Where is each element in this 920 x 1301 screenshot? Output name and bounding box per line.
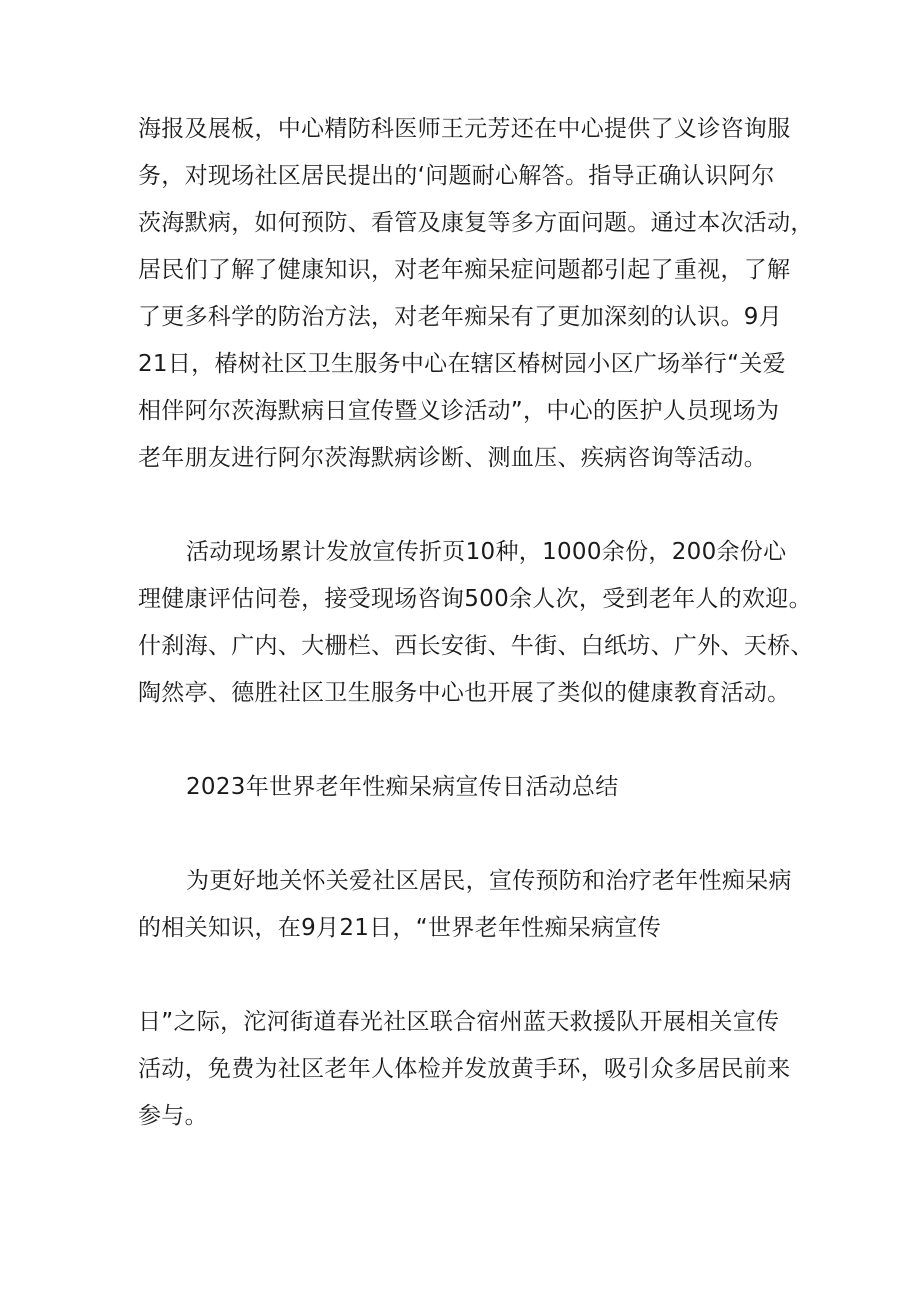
paragraph-1-line-6: 21日，椿树社区卫生服务中心在辖区椿树园小区广场举行“关爱 (138, 351, 786, 377)
paragraph-2-line-4: 陶然亭、德胜社区卫生服务中心也开展了类似的健康教育活动。 (138, 680, 791, 706)
paragraph-1-line-3: 茨海默病，如何预防、看管及康复等多方面问题。通过本次活动， (138, 210, 814, 236)
paragraph-4-line-3: 参与。 (138, 1103, 208, 1129)
paragraph-1-line-5: 了更多科学的防治方法，对老年痴呆有了更加深刻的认识。9月 (138, 304, 783, 330)
paragraph-4-line-1: 日”之际，沱河街道春光社区联合宿州蓝天救援队开展相关宣传 (138, 1009, 780, 1035)
paragraph-1-line-1: 海报及展板，中心精防科医师王元芳还在中心提供了义诊咨询服 (138, 116, 791, 142)
paragraph-1-line-4: 居民们了解了健康知识，对老年痴呆症问题都引起了重视，了解 (138, 257, 791, 283)
paragraph-1-line-7: 相伴阿尔茨海默病日宣传暨义诊活动”，中心的医护人员现场为 (138, 398, 780, 424)
paragraph-1-line-8: 老年朋友进行阿尔茨海默病诊断、测血压、疾病咨询等活动。 (138, 445, 768, 471)
paragraph-2-line-3: 什刹海、广内、大栅栏、西长安街、牛街、白纸坊、广外、天桥、 (138, 633, 814, 659)
paragraph-2-line-1: 活动现场累计发放宣传折页10种，1000余份，200余份心 (186, 539, 787, 565)
paragraph-3-line-2: 的相关知识，在9月21日，“世界老年性痴呆病宣传 (138, 915, 662, 941)
paragraph-1-line-2: 务，对现场社区居民提出的‘问题耐心解答。指导正确认识阿尔 (138, 163, 775, 189)
paragraph-4-line-2: 活动，免费为社区老年人体检并发放黄手环，吸引众多居民前来 (138, 1056, 791, 1082)
paragraph-2-line-2: 理健康评估问卷，接受现场咨询500余人次，受到老年人的欢迎。 (138, 586, 812, 612)
section-heading: 2023年世界老年性痴呆病宣传日活动总结 (186, 774, 619, 800)
paragraph-3-line-1: 为更好地关怀关爱社区居民，宣传预防和治疗老年性痴呆病 (186, 868, 792, 894)
